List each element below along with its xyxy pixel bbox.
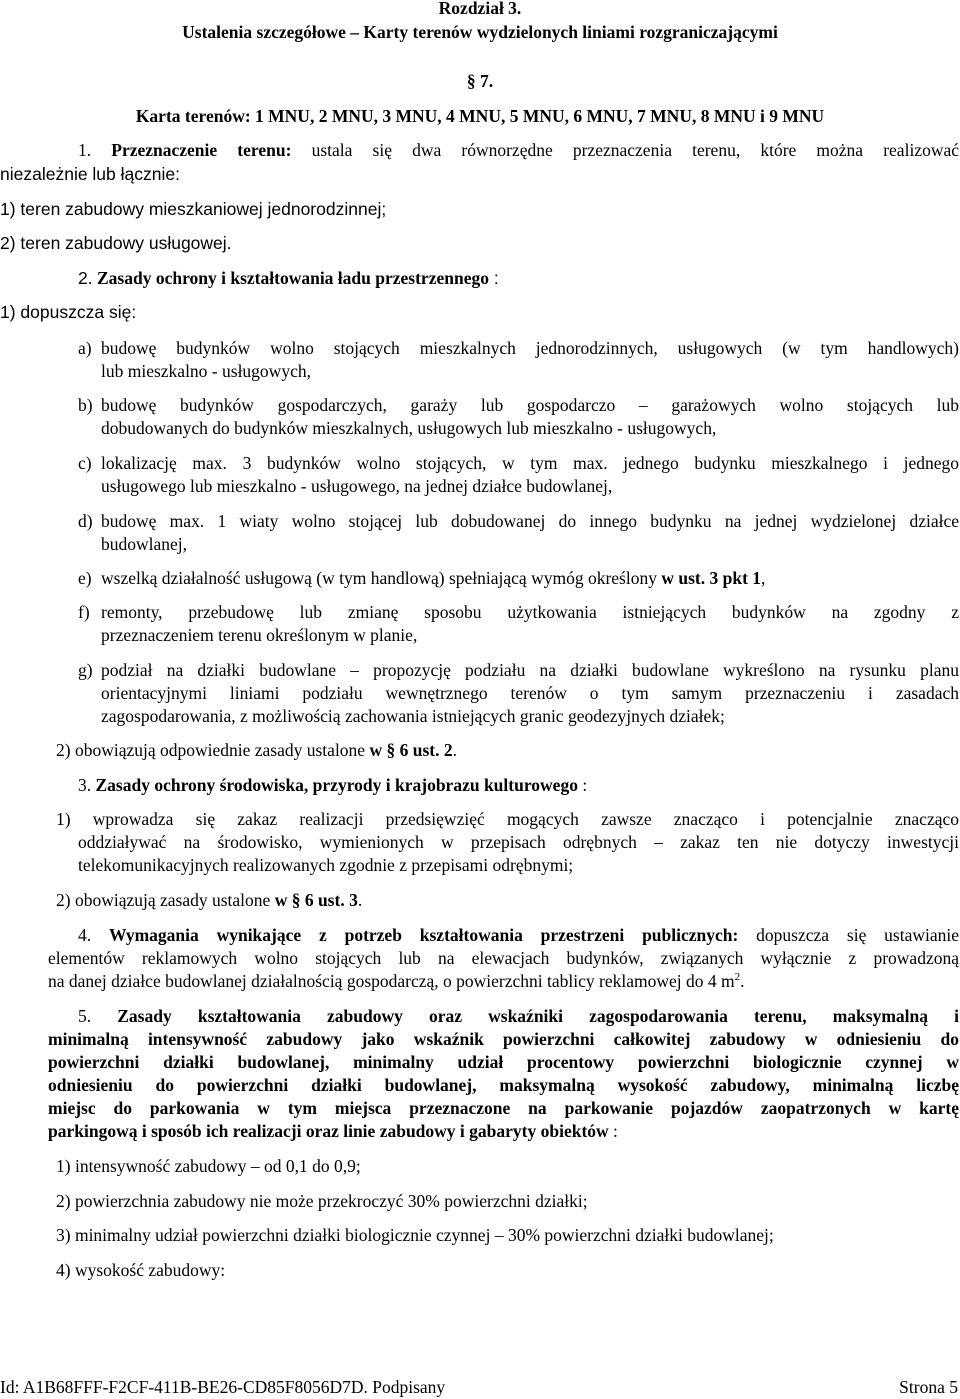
chapter-subtitle: Ustalenia szczegółowe – Karty terenów wydzielonych liniami rozgraniczającymi [182,22,778,42]
s4-line1-text: dopuszcza się ustawianie [738,925,960,945]
s2-f-line2: przeznaczeniem terenu określonym w planie, [101,625,418,645]
s3-number: 3. [78,775,92,795]
s2-point2-text: 2) obowiązują odpowiednie zasady ustalone [56,740,370,760]
s2-b-line1: budowę budynków gospodarczych, garaży lub gospodarczo – garażowych wolno stojących lub [101,395,959,415]
s2-a-line1: budowę budynków wolno stojących mieszkalnych jednorodzinnych, usługowych (w tym handlowych) [101,338,959,358]
s2-c-line2: usługowego lub mieszkalno - usługowego, na jednej działce budowlanej, [101,476,613,496]
s4-number: 4. [78,925,92,945]
footer-page-number: Strona 5 [899,1377,958,1397]
s2-b-line2: dobudowanych do budynków mieszkalnych, usługowych lub mieszkalno - usługowych, [101,418,717,438]
s5-line6-tail: : [608,1121,618,1141]
s2-point2 [56,738,457,762]
s2-c-line1: lokalizację max. 3 budynków wolno stojących, w tym max. jednego budynku mieszkalnego i jednego [101,453,959,473]
card-title: Karta terenów: 1 MNU, 2 MNU, 3 MNU, 4 MNU, 5 MNU, 6 MNU, 7 MNU, 8 MNU i 9 MNU [135,106,825,126]
s4-line3 [48,969,745,993]
s4-superscript: 2 [734,971,741,983]
s1-item1: 1) teren zabudowy mieszkaniowej jednorodzinnej; [0,199,387,219]
chapter-title: Rozdział 3. [438,0,522,18]
s3-heading-tail: : [577,775,588,795]
s4-heading: Wymagania wynikające z potrzeb kształtowania przestrzeni publicznych: [108,925,739,945]
s2-point2-reference: w § 6 ust. 2 [369,740,453,760]
s1-heading: Przeznaczenie terenu: [111,140,292,160]
s5-item4: 4) wysokość zabudowy: [56,1260,226,1280]
s2-point2-end: . [452,740,457,760]
s2-heading: Zasady ochrony i kształtowania ładu przestrzennego [96,268,489,288]
s3-point1-line1: 1) wprowadza się zakaz realizacji przedsięwzięć mogących zawsze znacząco i potencjalnie znacząco [56,809,959,829]
s4-line3-text: na danej działce budowlanej działalnością gospodarczą, o powierzchni tablicy reklamowej do 4 m [48,971,735,991]
s4-line3-end: . [740,971,745,991]
s3-point1-line3: telekomunikacyjnych realizowanych zgodnie z przepisami odrębnymi; [78,855,574,875]
s1-item2: 2) teren zabudowy usługowej. [0,233,232,253]
s2-e-text: wszelką działalność usługową (w tym handlową) spełniającą wymóg określony [101,568,662,588]
s3-point2 [56,888,362,912]
s4-line1 [78,923,959,947]
s1-line1-text: ustala się dwa równorzędne przeznaczenia terenu, które można realizować [311,140,959,160]
s2-b-label: b) [78,395,93,415]
s3-point2-end: . [357,890,363,910]
s3-heading: Zasady ochrony środowiska, przyrody i krajobrazu kulturowego [95,775,578,795]
s2-a-label: a) [78,338,92,358]
s1-number: 1. [78,140,92,160]
section-symbol: § 7. [466,71,494,91]
s2-e-end: , [761,568,766,588]
s2-heading-tail: : [488,268,499,288]
s5-line4: odniesieniu do powierzchni działki budowlanej, maksymalną wysokość zabudowy, minimalną liczbę [48,1075,959,1095]
s2-g-line2: orientacyjnymi liniami podziału wewnętrznego terenów o tym samym przeznaczeniu i zasadach [101,683,959,703]
s2-number: 2. [78,268,93,288]
s5-line3: powierzchni działki budowlanej, minimalny udział procentowy powierzchni biologicznie czynnej w [48,1052,959,1072]
s2-d-label: d) [78,511,93,531]
footer-document-id: Id: A1B68FFF-F2CF-411B-BE26-CD85F8056D7D. Podpisany [0,1377,446,1397]
s3-point1-line2: oddziaływać na środowisko, wymienionych w przepisach odrębnych – zakaz ten nie dotyczy inwestycji [78,832,959,852]
s5-line6 [48,1119,618,1143]
s2-heading-line [78,266,499,290]
s5-line1 [78,1004,959,1028]
s5-item1: 1) intensywność zabudowy – od 0,1 do 0,9; [56,1156,361,1176]
s2-point1: 1) dopuszcza się: [0,302,137,322]
s1-line1 [78,138,959,162]
s2-e-line [101,566,765,590]
s2-f-line1: remonty, przebudowę lub zmianę sposobu użytkowania istniejących budynków na zgodny z [101,602,959,622]
s5-item2: 2) powierzchnia zabudowy nie może przekroczyć 30% powierzchni działki; [56,1191,588,1211]
s3-point2-text: 2) obowiązują zasady ustalone [56,890,275,910]
s3-heading-line [78,773,587,797]
s2-g-line3: zagospodarowania, z możliwością zachowania istniejących granic geodezyjnych działek; [101,706,725,726]
s2-a-line2: lub mieszkalno - usługowych, [101,361,311,381]
s2-d-line2: budowlanej, [101,534,188,554]
s2-g-line1: podział na działki budowlane – propozycję podziału na działki budowlane wykreślono na rysunku planu [101,660,959,680]
s5-number: 5. [78,1006,92,1026]
s4-line2: elementów reklamowych wolno stojących lub na elewacjach budynków, związanych wyłącznie z prowadzoną [48,948,959,968]
s2-g-label: g) [78,660,93,680]
s2-c-label: c) [78,453,92,473]
s1-line2: niezależnie lub łącznie: [0,164,180,184]
s5-line1-text: Zasady kształtowania zabudowy oraz wskaźniki zagospodarowania terenu, maksymalną i [117,1006,960,1026]
s5-line6-text: parkingową i sposób ich realizacji oraz linie zabudowy i gabaryty obiektów [48,1121,609,1141]
s5-line5: miejsc do parkowania w tym miejsca przeznaczone na parkowanie pojazdów zaopatrzonych w kartę [48,1098,959,1118]
s2-e-label: e) [78,568,92,588]
s5-item3: 3) minimalny udział powierzchni działki biologicznie czynnej – 30% powierzchni działki budowlanej; [56,1225,774,1245]
s2-f-label: f) [78,602,90,622]
s3-point2-reference: w § 6 ust. 3 [274,890,358,910]
s2-e-reference: w ust. 3 pkt 1 [661,568,762,588]
s5-line2: minimalną intensywność zabudowy jako wskaźnik powierzchni całkowitej zabudowy w odniesieniu do [48,1029,959,1049]
s2-d-line1: budowę max. 1 wiaty wolno stojącej lub dobudowanej do innego budynku na jednej wydzielonej działce [101,511,959,531]
